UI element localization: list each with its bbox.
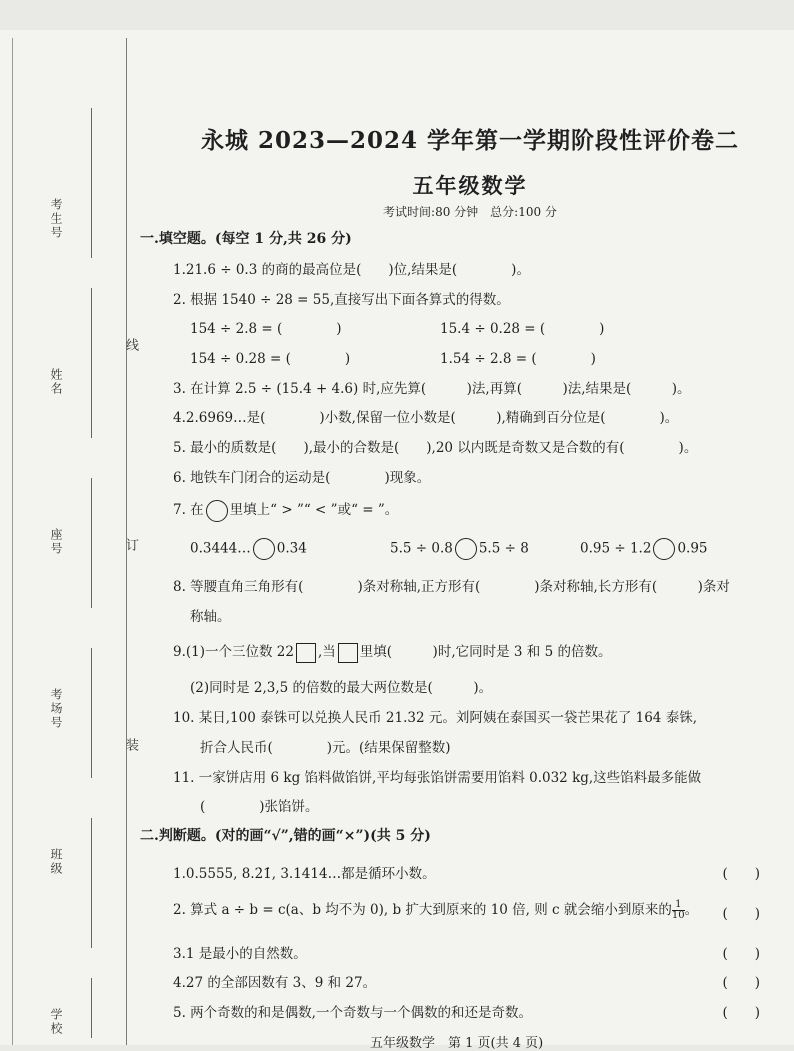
question-7c <box>580 538 708 560</box>
field-line <box>91 108 92 258</box>
q7a-left: 0.3444… <box>190 540 251 557</box>
question-2b: 15.4 ÷ 0.28 = ( ) <box>440 321 605 337</box>
question-4: 4.2.6969…是( )小数,保留一位小数是( ),精确到百分位是( )。 <box>173 410 679 426</box>
exam-content <box>140 0 790 1051</box>
exam-info: 考试时间:80 分钟 总分:100 分 <box>383 205 557 219</box>
question-7 <box>173 498 398 522</box>
judge-1-answer[interactable]: ( ) <box>722 866 760 882</box>
question-2d: 1.54 ÷ 2.8 = ( ) <box>440 351 596 367</box>
compare-circle[interactable] <box>653 538 675 560</box>
section-heading-judge: 二.判断题。(对的画“√”,错的画“×”)(共 5 分) <box>140 828 431 844</box>
q9a-part1: 9.(1)一个三位数 22 <box>173 644 294 660</box>
judge-3-answer[interactable]: ( ) <box>722 946 760 962</box>
judge-4-answer[interactable]: ( ) <box>722 975 760 991</box>
q7b-right: 5.5 ÷ 8 <box>478 540 529 557</box>
q9a-part3: 里填( )时,它同时是 3 和 5 的倍数。 <box>359 644 612 660</box>
judge-2-end: 。 <box>684 902 699 918</box>
q7c-left: 0.95 ÷ 1.2 <box>580 540 652 557</box>
question-2a: 154 ÷ 2.8 = ( ) <box>190 321 342 337</box>
question-7a <box>190 538 307 560</box>
field-line <box>91 648 92 778</box>
judge-2-text: 2. 算式 a ÷ b = c(a、b 均不为 0), b 扩大到原来的 10 倍, 则 c 就会缩小到原来的 <box>173 902 672 918</box>
q7-prefix: 7. 在 <box>173 502 204 518</box>
q7c-right: 0.95 <box>677 540 708 557</box>
judge-2-answer[interactable]: ( ) <box>722 906 760 922</box>
question-5: 5. 最小的质数是( ),最小的合数是( ),20 以内既是奇数又是合数的有( )。 <box>173 440 698 456</box>
question-8-line2: 称轴。 <box>190 609 231 625</box>
judge-2 <box>173 898 698 921</box>
compare-circle[interactable] <box>455 538 477 560</box>
question-3: 3. 在计算 2.5 ÷ (15.4 + 4.6) 时,应先算( )法,再算( )法,结果是( )。 <box>173 381 691 397</box>
question-11-line1: 11. 一家饼店用 6 kg 馅料做馅饼,平均每张馅饼需要用馅料 0.032 kg,这些馅料最多能做 <box>173 770 702 786</box>
field-line <box>91 288 92 438</box>
judge-1: 1.0.5555, 8.2̇1̇, 3.1414…都是循环小数。 <box>173 866 436 882</box>
question-7b <box>390 538 529 560</box>
judge-5: 5. 两个奇数的和是偶数,一个奇数与一个偶数的和还是奇数。 <box>173 1005 532 1021</box>
question-9a <box>173 640 611 663</box>
cut-mark-bind: 订 <box>123 538 138 551</box>
field-label-exam-number: 考生号 <box>49 198 63 240</box>
q7b-left: 5.5 ÷ 0.8 <box>390 540 453 557</box>
digit-box[interactable] <box>296 643 316 663</box>
question-9b: (2)同时是 2,3,5 的倍数的最大两位数是( )。 <box>190 680 493 696</box>
compare-circle[interactable] <box>253 538 275 560</box>
field-line <box>91 478 92 608</box>
fraction-denominator: 10 <box>671 910 685 921</box>
judge-5-answer[interactable]: ( ) <box>722 1005 760 1021</box>
cut-mark-line: 线 <box>123 338 138 351</box>
question-10-line2: 折合人民币( )元。(结果保留整数) <box>200 740 451 756</box>
q7a-right: 0.3̇4̇ <box>276 540 307 557</box>
field-line <box>91 978 92 1038</box>
exam-subtitle: 五年级数学 <box>412 173 528 198</box>
binding-margin <box>12 38 138 1045</box>
question-10-line1: 10. 某日,100 泰铢可以兑换人民币 21.32 元。刘阿姨在泰国买一袋芒果花了 164 泰铢, <box>173 710 697 726</box>
digit-box[interactable] <box>338 643 358 663</box>
judge-3: 3.1 是最小的自然数。 <box>173 946 307 962</box>
fraction-one-tenth <box>672 900 685 921</box>
section-heading-fill-blank: 一.填空题。(每空 1 分,共 26 分) <box>140 231 352 247</box>
field-line <box>91 818 92 948</box>
field-label-seat: 座号 <box>49 528 63 556</box>
question-11-line2: ( )张馅饼。 <box>200 799 319 815</box>
question-6: 6. 地铁车门闭合的运动是( )现象。 <box>173 470 431 486</box>
fraction-numerator: 1 <box>672 900 685 911</box>
question-2c: 154 ÷ 0.28 = ( ) <box>190 351 351 367</box>
q7-suffix: 里填上“ > ”“ < ”或“ = ”。 <box>229 502 399 518</box>
q9a-part2: ,当 <box>317 644 336 660</box>
cut-mark-staple: 装 <box>123 738 138 751</box>
field-label-class: 班级 <box>49 848 63 876</box>
field-label-name: 姓名 <box>49 368 63 396</box>
field-label-room: 考场号 <box>49 688 63 730</box>
judge-4: 4.27 的全部因数有 3、9 和 27。 <box>173 975 377 991</box>
compare-circle <box>206 500 228 522</box>
page-footer: 五年级数学 第 1 页(共 4 页) <box>370 1036 544 1051</box>
question-8-line1: 8. 等腰直角三角形有( )条对称轴,正方形有( )条对称轴,长方形有( )条对 <box>173 579 730 595</box>
question-1: 1.21.6 ÷ 0.3 的商的最高位是( )位,结果是( )。 <box>173 262 530 278</box>
exam-title: 永城 2023—2024 学年第一学期阶段性评价卷二 <box>200 127 740 154</box>
question-2: 2. 根据 1540 ÷ 28 = 55,直接写出下面各算式的得数。 <box>173 292 510 308</box>
field-label-school: 学校 <box>49 1008 63 1036</box>
